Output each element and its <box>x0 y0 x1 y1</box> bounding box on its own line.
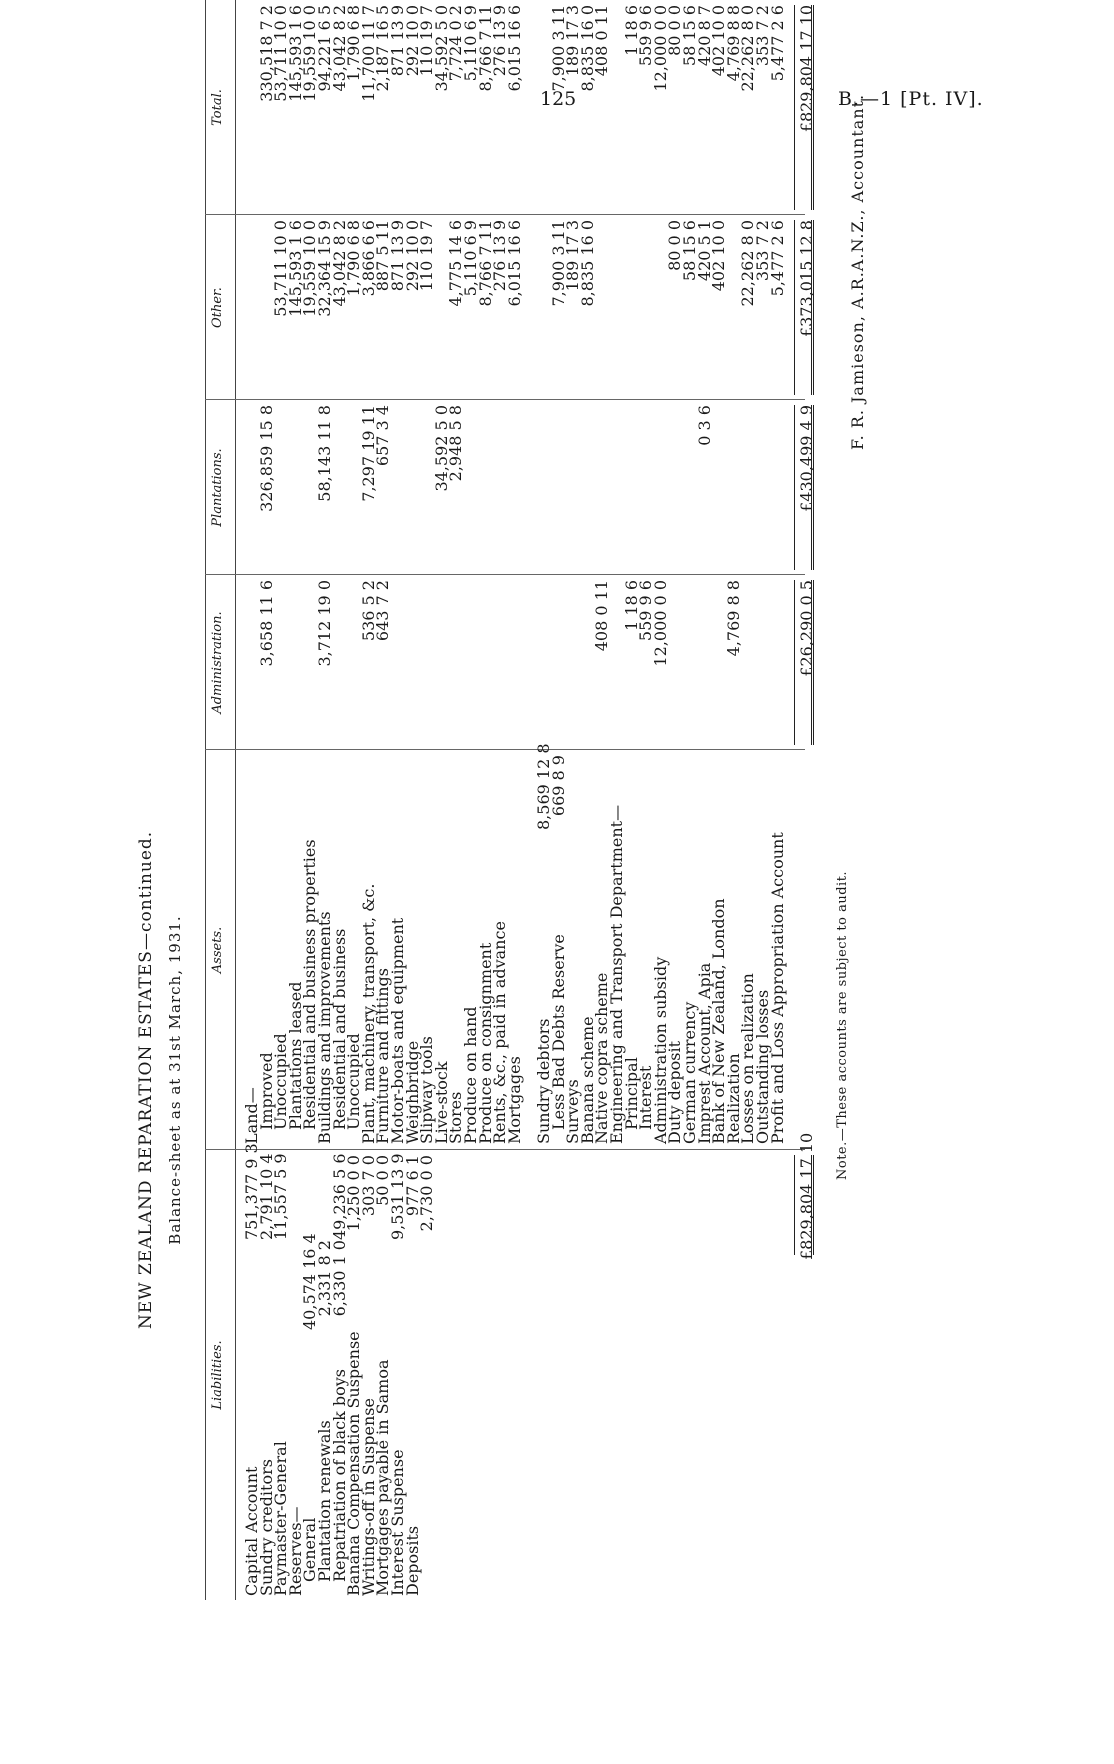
total-amount: 2,187 16 5 <box>373 5 393 92</box>
other-amount: 887 5 11 <box>373 220 393 292</box>
document-subtitle: Balance-sheet as at 31st March, 1931. <box>166 915 184 1245</box>
other-amount: 19,559 10 0 <box>300 220 320 317</box>
other-amount: 292 10 0 <box>402 220 422 292</box>
asset-label: Banana scheme <box>577 1016 597 1144</box>
liability-amount: 977 6 1 <box>402 1155 422 1217</box>
total-amount: 353 7 2 <box>753 5 772 67</box>
asset-label: Surveys <box>563 1079 583 1144</box>
other-amount: 402 10 0 <box>709 220 729 292</box>
liability-row <box>256 1150 276 1600</box>
administration-amount: 3,712 19 0 <box>315 580 334 667</box>
document-title: NEW ZEALAND REPARATION ESTATES—continued. <box>136 830 156 1330</box>
total-amount: 5,477 2 6 <box>767 5 787 82</box>
asset-label: Mortgages <box>504 1056 524 1144</box>
administration-amount: 559 9 6 <box>636 580 656 642</box>
grand-total: £829,804 17 10 <box>796 5 816 133</box>
asset-label: Unoccupied <box>271 1033 291 1130</box>
asset-label: Bank of New Zealand, London <box>709 898 729 1144</box>
other-amount: 145,593 1 6 <box>285 220 305 317</box>
asset-label: Engineering and Transport Department— <box>607 804 626 1144</box>
total-amount: 8,835 16 0 <box>577 5 597 92</box>
asset-label: Stores <box>446 1091 466 1144</box>
asset-label: Plantations leased <box>285 981 305 1130</box>
asset-label: Rents, &c., paid in advance <box>490 921 510 1144</box>
liability-row <box>417 1150 437 1600</box>
total-amount: 5,110 6 9 <box>461 5 480 82</box>
total-amount: 53,711 10 0 <box>271 5 291 102</box>
plantations-total: £430,499 4 9 <box>796 405 816 512</box>
liability-subamount: 6,330 1 0 <box>329 1240 349 1317</box>
asset-label: Losses on realization <box>738 973 758 1144</box>
asset-label: Weighbridge <box>402 1040 422 1144</box>
asset-label: Residential and business <box>329 928 349 1130</box>
other-amount: 80 0 0 <box>665 220 685 271</box>
plantations-amount: 326,859 15 8 <box>256 405 276 512</box>
total-amount: 189 17 3 <box>563 5 583 77</box>
asset-label: Profit and Loss Appropriation Account <box>767 832 787 1144</box>
other-amount: 420 5 1 <box>694 220 714 282</box>
other-amount: 6,015 16 6 <box>504 220 524 307</box>
liability-label: Mortgages payable in Samoa <box>373 1359 393 1596</box>
plantations-amount: 7,297 19 11 <box>358 405 378 502</box>
total-amount: 7,900 3 11 <box>548 5 568 92</box>
total-amount: 12,000 0 0 <box>650 5 670 92</box>
asset-inner-amount: 669 8 9 <box>548 755 568 817</box>
other-amount: 53,711 10 0 <box>271 220 291 317</box>
liability-row <box>402 1150 422 1600</box>
total-amount: 22,262 8 0 <box>738 5 758 92</box>
asset-label: Imprest Account, Apia <box>694 962 714 1144</box>
total-amount: 330,518 7 2 <box>256 5 276 102</box>
total-amount: 58 15 6 <box>680 5 699 67</box>
liability-label: Writings-off in Suspense <box>358 1398 378 1596</box>
other-amount: 189 17 3 <box>563 220 583 292</box>
other-amount: 8,766 7 11 <box>475 220 495 307</box>
asset-label: Furniture and fittings <box>373 968 393 1144</box>
other-amount: 22,262 8 0 <box>738 220 758 307</box>
liability-row <box>271 1150 291 1600</box>
liability-label: Paymaster-General <box>271 1441 291 1596</box>
total-amount: 408 0 11 <box>592 5 612 77</box>
total-amount: 6,015 16 6 <box>504 5 524 92</box>
total-amount: 94,221 6 5 <box>315 5 334 92</box>
asset-label: Unoccupied <box>344 1033 364 1130</box>
asset-label: German currency <box>680 1001 699 1144</box>
liability-row <box>315 1150 334 1600</box>
other-amount: 871 13 9 <box>388 220 407 292</box>
asset-label: Interest <box>636 1065 656 1130</box>
liability-subamount: 2,331 8 2 <box>315 1240 334 1317</box>
total-amount: 145,593 1 6 <box>285 5 305 102</box>
other-amount: 8,835 16 0 <box>577 220 597 307</box>
total-amount: 276 13 9 <box>490 5 510 77</box>
other-amount: 7,900 3 11 <box>548 220 568 307</box>
administration-heading: Administration. <box>210 611 225 714</box>
plantations-amount: 58,143 11 8 <box>315 405 334 502</box>
total-amount: 402 10 0 <box>709 5 729 77</box>
total-amount: 420 8 7 <box>694 5 714 67</box>
total-amount: 4,769 8 8 <box>723 5 743 82</box>
liability-amount: 303 7 0 <box>358 1155 378 1217</box>
other-amount: 110 19 7 <box>417 220 437 292</box>
liabilities-heading: Liabilities. <box>210 1340 225 1410</box>
liability-label: Banana Compensation Suspense <box>344 1331 364 1596</box>
liability-amount: 50 0 0 <box>373 1155 393 1206</box>
liability-subamount: 40,574 16 4 <box>300 1233 320 1330</box>
asset-label: Sundry debtors <box>534 1018 553 1144</box>
administration-amount: 12,000 0 0 <box>650 580 670 667</box>
plantations-heading: Plantations. <box>210 448 225 527</box>
asset-label: Live-stock <box>431 1061 451 1144</box>
total-amount: 8,766 7 11 <box>475 5 495 92</box>
other-amount: 58 15 6 <box>680 220 699 282</box>
asset-label: Native copra scheme <box>592 972 612 1144</box>
asset-label: Less Bad Debts Reserve <box>548 934 568 1130</box>
liability-label: Plantation renewals <box>315 1420 334 1582</box>
asset-label: Plant, machinery, transport, &c. <box>358 883 378 1144</box>
other-amount: 32,364 15 9 <box>315 220 334 317</box>
asset-label: Land— <box>242 1087 261 1144</box>
liability-row <box>358 1150 378 1600</box>
balance-sheet <box>130 0 1090 1600</box>
liability-amount: 1,250 0 0 <box>344 1155 364 1232</box>
total-heading: Total. <box>210 89 225 126</box>
plantations-amount: 0 3 6 <box>694 405 714 446</box>
document-reference: B.—1 [Pt. IV]. <box>838 88 984 110</box>
plantations-amount: 657 3 4 <box>373 405 393 467</box>
signature: F. R. Jamieson, A.R.A.N.Z., Accountant. <box>848 93 867 450</box>
asset-label: Realization <box>723 1053 743 1144</box>
liability-amount: 49,236 5 6 <box>329 1153 349 1240</box>
asset-label: Administration subsidy <box>650 956 670 1144</box>
total-amount: 19,559 10 0 <box>300 5 320 102</box>
liability-label: Capital Account <box>242 1466 261 1596</box>
total-amount: 110 19 7 <box>417 5 437 77</box>
page-number: 125 <box>540 88 577 110</box>
asset-label: Principal <box>621 1057 641 1130</box>
liability-label: Deposits <box>402 1525 422 1596</box>
asset-label: Slipway tools <box>417 1036 437 1144</box>
total-amount: 11,700 11 7 <box>358 5 378 102</box>
administration-amount: 643 7 2 <box>373 580 393 642</box>
audit-note: Note.—These accounts are subject to audit. <box>835 870 850 1180</box>
liability-row <box>388 1150 407 1600</box>
total-amount: 7,724 0 2 <box>446 5 466 82</box>
liability-label: Sundry creditors <box>256 1459 276 1596</box>
liability-label: General <box>300 1517 320 1582</box>
administration-total: £26,290 0 5 <box>796 580 816 677</box>
total-amount: 43,042 8 2 <box>329 5 349 92</box>
administration-amount: 3,658 11 6 <box>256 580 276 667</box>
liability-row <box>344 1150 364 1600</box>
liability-amount: 2,730 0 0 <box>417 1155 437 1232</box>
liability-label: Repatriation of black boys <box>329 1368 349 1582</box>
liability-row <box>373 1150 393 1600</box>
asset-inner-amount: 8,569 12 8 <box>534 743 553 830</box>
other-amount: 3,866 6 6 <box>358 220 378 297</box>
total-amount: 871 13 9 <box>388 5 407 77</box>
asset-label: Outstanding losses <box>753 989 772 1144</box>
plantations-amount: 2,948 5 8 <box>446 405 466 482</box>
asset-label: Duty deposit <box>665 1040 685 1144</box>
other-amount: 4,775 14 6 <box>446 220 466 307</box>
liability-row <box>300 1150 320 1600</box>
liability-amount: 751,377 9 3 <box>242 1143 261 1240</box>
liability-amount: 2,791 10 4 <box>256 1153 276 1240</box>
total-amount: 1,790 6 8 <box>344 5 364 82</box>
other-amount: 353 7 2 <box>753 220 772 282</box>
asset-label: Improved <box>256 1052 276 1130</box>
liability-label: Interest Suspense <box>388 1449 407 1596</box>
other-amount: 1,790 6 8 <box>344 220 364 297</box>
liability-amount: 9,531 13 9 <box>388 1153 407 1240</box>
other-heading: Other. <box>210 287 225 328</box>
liability-amount: 11,557 5 9 <box>271 1153 291 1240</box>
administration-amount: 1 18 6 <box>621 580 641 631</box>
liability-row <box>285 1150 305 1600</box>
asset-label: Motor-boats and equipment <box>388 917 407 1144</box>
total-amount: 34,592 5 0 <box>431 5 451 92</box>
plantations-amount: 34,592 5 0 <box>431 405 451 492</box>
asset-label: Residential and business properties <box>300 839 320 1130</box>
liability-row <box>329 1150 349 1600</box>
other-amount: 276 13 9 <box>490 220 510 292</box>
liabilities-total-amount: £829,804 17 10 <box>796 1132 816 1260</box>
assets-heading: Assets. <box>210 926 225 974</box>
other-total: £373,015 12 8 <box>796 220 816 338</box>
asset-label: Produce on consignment <box>475 942 495 1144</box>
total-amount: 559 9 6 <box>636 5 656 67</box>
total-amount: 80 0 0 <box>665 5 685 56</box>
liability-row <box>242 1143 261 1600</box>
other-amount: 5,110 6 9 <box>461 220 480 297</box>
other-amount: 5,477 2 6 <box>767 220 787 297</box>
asset-label: Buildings and improvements <box>315 911 334 1144</box>
total-amount: 1 18 6 <box>621 5 641 56</box>
administration-amount: 536 5 2 <box>358 580 378 642</box>
liability-label: Reserves— <box>285 1506 305 1596</box>
asset-label: Produce on hand <box>461 1006 480 1144</box>
total-amount: 292 10 0 <box>402 5 422 77</box>
administration-amount: 4,769 8 8 <box>723 580 743 657</box>
administration-amount: 408 0 11 <box>592 580 612 652</box>
other-amount: 43,042 8 2 <box>329 220 349 307</box>
